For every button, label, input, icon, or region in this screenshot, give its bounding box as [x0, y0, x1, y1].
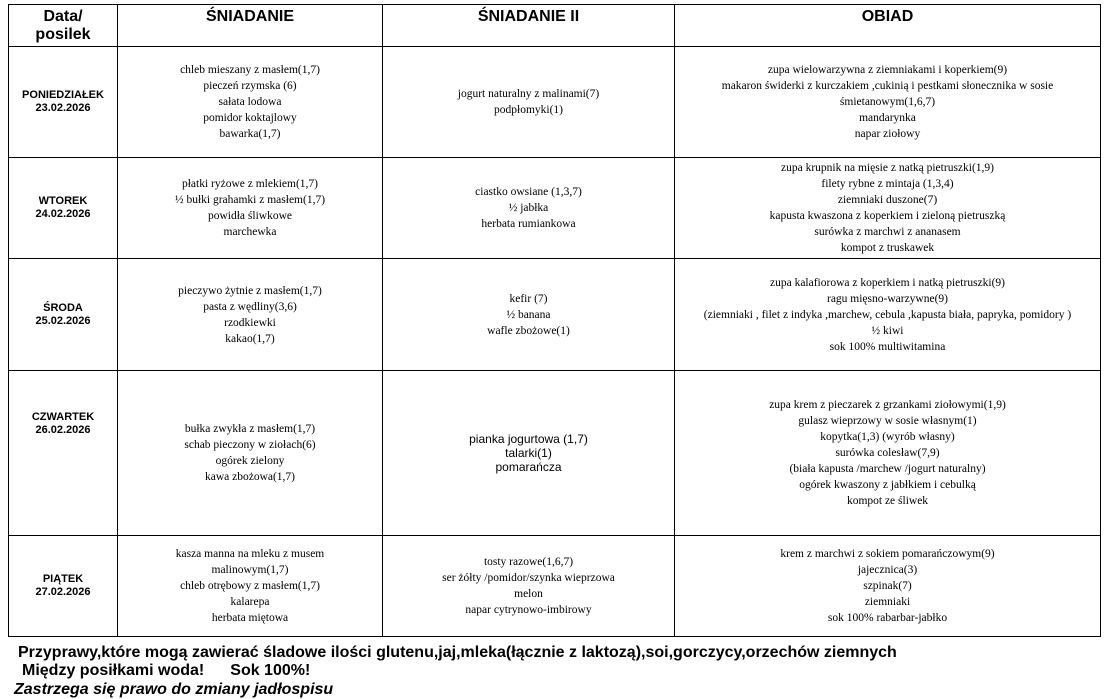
menu-item: surówka z marchwi z ananasem — [814, 226, 961, 238]
menu-item: kopytka(1,3) (wyrób własny) — [820, 431, 955, 443]
menu-item: pianka jogurtowa (1,7) — [469, 432, 588, 446]
menu-item: (ziemniaki , filet z indyka ,marchew, cebula ,kapusta biała, papryka, pomidory ) — [703, 308, 1072, 321]
sniadanie2-cell — [383, 259, 675, 371]
day-name: WTOREK — [38, 195, 88, 207]
menu-item: pasta z wędliny(3,6) — [203, 300, 297, 313]
menu-item: napar cytrynowo-imbirowy — [465, 604, 592, 616]
menu-item: bawarka(1,7) — [219, 128, 281, 140]
menu-item: pieczeń rzymska (6) — [203, 80, 297, 92]
menu-item: kasza manna na mleku z musem — [175, 548, 325, 560]
juice-note: Sok 100%! — [230, 662, 311, 679]
menu-item: płatki ryżowe z mlekiem(1,7) — [181, 178, 319, 190]
menu-item: kawa zbożowa(1,7) — [204, 471, 296, 483]
sniadanie-cell — [118, 536, 383, 637]
menu-item: schab pieczony w ziołach(6) — [184, 439, 316, 451]
menu-item: zupa krupnik na mięsie z natką pietruszki(1,9) — [781, 162, 994, 174]
day-name: PIĄTEK — [42, 573, 84, 585]
day-row-tuesday — [9, 158, 1101, 259]
day-cell — [9, 259, 118, 371]
sniadanie2-cell — [383, 371, 675, 536]
menu-item: ser żółty /pomidor/szynka wieprzowa — [442, 572, 615, 584]
obiad-cell — [675, 158, 1101, 259]
day-name: ŚRODA — [43, 301, 83, 314]
obiad-cell — [675, 47, 1101, 158]
menu-item: kefir (7) — [509, 292, 548, 305]
reserve-note: Zastrzega się prawo do zmiany jadłospisu — [14, 681, 334, 698]
menu-item: surówka colesław(7,9) — [835, 447, 940, 459]
menu-item: chleb otrębowy z masłem(1,7) — [180, 580, 320, 592]
sniadanie2-cell — [383, 158, 675, 259]
day-name: CZWARTEK — [31, 411, 95, 423]
menu-item: ½ bułki grahamki z masłem(1,7) — [174, 194, 326, 206]
menu-item: pieczywo żytnie z masłem(1,7) — [178, 284, 322, 297]
menu-item: ogórek zielony — [215, 455, 285, 467]
sniadanie2-cell — [383, 536, 675, 637]
menu-item: ziemniaki — [864, 596, 911, 608]
day-date: 27.02.2026 — [35, 586, 91, 598]
sniadanie-cell — [118, 158, 383, 259]
menu-item: marchewka — [223, 226, 277, 238]
water-note: Między posiłkami woda! — [22, 662, 205, 679]
menu-item: kapusta kwaszona z koperkiem i zieloną pietruszką — [769, 210, 1006, 222]
menu-item: ogórek kwaszony z jabłkiem i cebulką — [799, 479, 976, 491]
menu-item: szpinak(7) — [863, 580, 912, 592]
obiad-cell — [675, 259, 1101, 371]
menu-item: sałata lodowa — [218, 96, 282, 108]
header-sniadanie: ŚNIADANIE — [118, 5, 383, 47]
menu-item: jajecznica(3) — [857, 564, 918, 576]
allergen-note: Przyprawy,które mogą zawierać śladowe ilości glutenu,jaj,mleka(łącznie z laktozą),soi,gorczycy,orzechów ziemnych — [18, 644, 897, 661]
menu-item: ½ kiwi — [871, 324, 904, 337]
day-date: 26.02.2026 — [35, 424, 91, 436]
menu-item: melon — [514, 588, 543, 600]
menu-item: śmietanowym(1,6,7) — [839, 96, 936, 108]
menu-item: rzodkiewki — [224, 316, 276, 329]
menu-item: zupa wielowarzywna z ziemniakami i koperkiem(9) — [767, 64, 1008, 76]
menu-item: ziemniaki duszone(7) — [837, 194, 938, 206]
menu-item: podpłomyki(1) — [494, 104, 563, 116]
day-row-monday — [9, 47, 1101, 158]
menu-item: ½ banana — [506, 308, 551, 321]
menu-item: zupa kalafiorowa z koperkiem i natką pietruszki(9) — [769, 276, 1005, 289]
day-row-friday — [9, 536, 1101, 637]
menu-item: malinowym(1,7) — [211, 564, 289, 576]
header-obiad: OBIAD — [675, 5, 1101, 47]
obiad-cell — [675, 371, 1101, 536]
menu-item: wafle zbożowe(1) — [487, 324, 570, 337]
menu-item: jogurt naturalny z malinami(7) — [457, 88, 600, 100]
menu-item: herbata rumiankowa — [481, 218, 576, 230]
menu-item: mandarynka — [859, 112, 916, 124]
day-row-thursday — [9, 371, 1101, 536]
sniadanie-cell — [118, 47, 383, 158]
menu-item: filety rybne z mintaja (1,3,4) — [821, 178, 954, 190]
menu-item: gulasz wieprzowy w sosie własnym(1) — [798, 415, 977, 427]
menu-item: ragu mięsno-warzywne(9) — [826, 292, 949, 305]
menu-item: chleb mieszany z masłem(1,7) — [180, 64, 320, 76]
sniadanie2-cell — [383, 47, 675, 158]
header-sniadanie2: ŚNIADANIE II — [383, 5, 675, 47]
menu-item: makaron świderki z kurczakiem ,cukinią i pestkami słonecznika w sosie — [721, 80, 1054, 92]
menu-item: pomidor koktajlowy — [203, 112, 297, 124]
menu-item: ½ jabłka — [508, 202, 549, 214]
menu-item: kalarepa — [230, 596, 270, 608]
menu-item: kompot ze śliwek — [846, 495, 929, 507]
day-date: 25.02.2026 — [35, 314, 91, 327]
menu-item: kakao(1,7) — [225, 332, 275, 345]
menu-item: pomarańcza — [495, 460, 562, 474]
menu-item: sok 100% rabarbar-jabłko — [827, 612, 948, 624]
menu-item: bułka zwykła z masłem(1,7) — [184, 423, 316, 435]
sniadanie-cell — [118, 371, 383, 536]
day-date: 24.02.2026 — [35, 208, 91, 220]
day-cell — [9, 158, 118, 259]
menu-item: krem z marchwi z sokiem pomarańczowym(9) — [780, 548, 995, 560]
menu-item: tosty razowe(1,6,7) — [483, 556, 574, 568]
obiad-cell — [675, 536, 1101, 637]
menu-item: zupa krem z pieczarek z grzankami ziołowymi(1,9) — [769, 399, 1006, 411]
menu-item: kompot z truskawek — [840, 242, 935, 254]
menu-item: sok 100% multiwitamina — [829, 340, 946, 353]
day-cell — [9, 47, 118, 158]
drinks-note — [22, 662, 310, 680]
menu-item: (biała kapusta /marchew /jogurt naturalny) — [789, 463, 986, 475]
day-name: PONIEDZIAŁEK — [22, 89, 104, 101]
menu-item: herbata miętowa — [211, 612, 289, 624]
header-row — [9, 5, 1101, 47]
menu-item: ciastko owsiane (1,3,7) — [475, 186, 582, 198]
menu-table — [8, 4, 1101, 637]
header-date-meal — [9, 5, 118, 47]
menu-item: napar ziołowy — [854, 128, 921, 140]
header-date-line: Data/ — [43, 8, 83, 25]
sniadanie-cell — [118, 259, 383, 371]
header-meal-line: posilek — [35, 26, 91, 43]
menu-item: talarki(1) — [505, 446, 552, 460]
day-date: 23.02.2026 — [35, 102, 91, 114]
day-cell — [9, 371, 118, 536]
day-cell — [9, 536, 118, 637]
menu-item: powidła śliwkowe — [207, 210, 292, 222]
day-row-wednesday — [9, 259, 1101, 371]
